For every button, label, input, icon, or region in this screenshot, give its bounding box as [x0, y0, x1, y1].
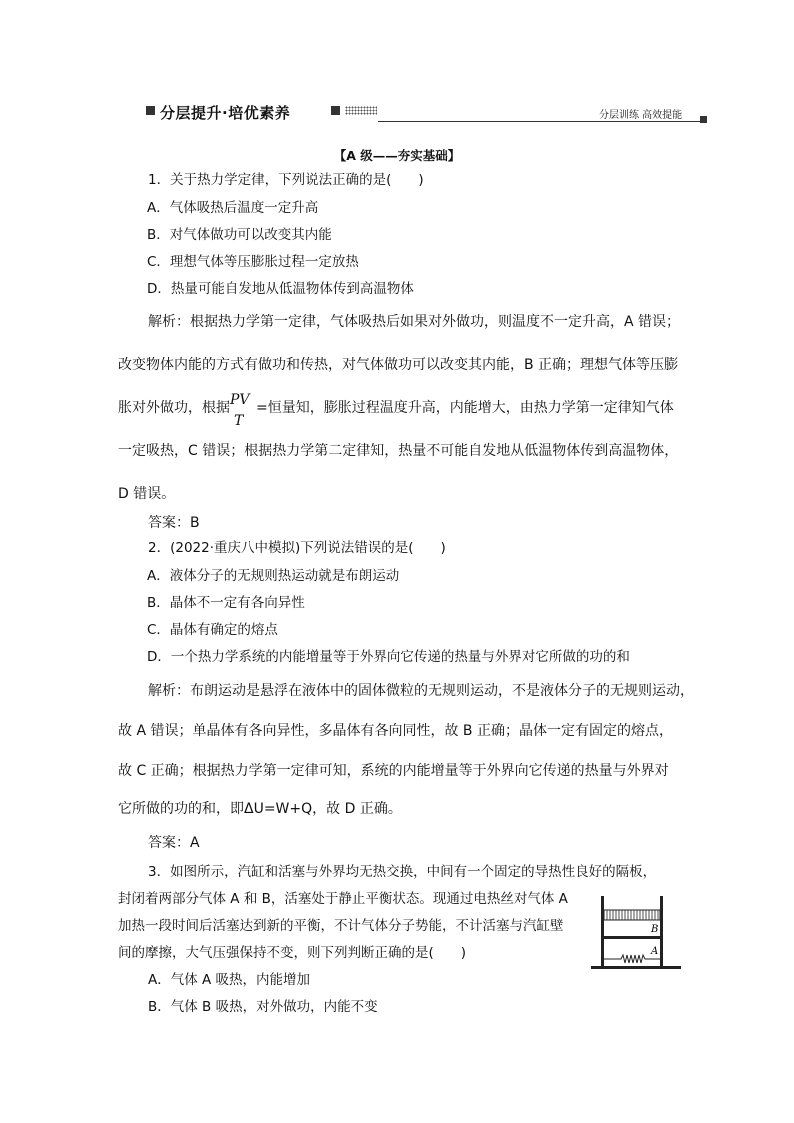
q1-analysis-line2: 改变物体内能的方式有做功和传热，对气体做功可以改变其内能，B 正确；理想气体等压膨	[118, 357, 679, 373]
q1-analysis-line3-a: 胀对外做功，根据	[118, 400, 230, 416]
q2-option-a: A．液体分子的无规则热运动就是布朗运动	[147, 568, 400, 584]
header-square-left	[146, 106, 155, 115]
header-dot-pattern	[345, 106, 377, 115]
q1-option-d: D．热量可能自发地从低温物体传到高温物体	[147, 281, 414, 297]
header-rule	[378, 121, 700, 122]
cylinder-left-wall	[601, 896, 604, 966]
q2-analysis-line2: 故 A 错误；单晶体有各向异性，多晶体有各向同性，故 B 正确；晶体一定有固定的熔点，	[118, 723, 673, 739]
q1-analysis-line4: 一定吸热，C 错误；根据热力学第二定律知，热量不可能自发地从低温物体传到高温物体，	[118, 443, 679, 459]
q1-option-c: C．理想气体等压膨胀过程一定放热	[147, 254, 359, 270]
fraction-denominator: T	[234, 413, 244, 429]
q2-analysis-line4: 它所做的功的和，即ΔU=W+Q，故 D 正确。	[118, 801, 402, 817]
q2-option-d: D．一个热力学系统的内能增量等于外界向它传递的热量与外界对它所做的功的和	[147, 649, 630, 665]
q3-stem-line4: 间的摩擦，大气压强保持不变，则下列判断正确的是( )	[118, 945, 467, 961]
q1-option-b: B．对气体做功可以改变其内能	[147, 227, 332, 243]
q2-option-b: B．晶体不一定有各向异性	[147, 595, 305, 611]
q3-stem-line1: 3．如图所示，汽缸和活塞与外界均无热交换，中间有一个固定的导热性良好的隔板，	[148, 864, 657, 880]
cylinder-base	[591, 966, 681, 969]
fraction-numerator: PV	[230, 392, 250, 408]
header-square-right	[700, 116, 707, 123]
label-gas-a: A	[651, 946, 659, 957]
section-title: 分层提升·培优素养	[160, 104, 291, 122]
header-right-text: 分层训练 高效提能	[599, 110, 683, 121]
q2-analysis-line1: 解析：布朗运动是悬浮在液体中的固体微粒的无规则运动，不是液体分子的无规则运动，	[148, 683, 694, 699]
q3-stem-line3: 加热一段时间后活塞达到新的平衡，不计气体分子势能，不计活塞与汽缸壁	[118, 918, 564, 934]
q2-option-c: C．晶体有确定的熔点	[147, 622, 278, 638]
q1-analysis-line5: D 错误。	[118, 486, 176, 502]
q1-option-a: A．气体吸热后温度一定升高	[147, 200, 319, 216]
partition	[604, 936, 660, 939]
q1-stem: 1．关于热力学定律，下列说法正确的是( )	[148, 172, 424, 188]
cylinder-right-wall	[660, 896, 663, 966]
cylinder-figure	[588, 894, 684, 974]
q1-answer: 答案：B	[148, 515, 200, 531]
q3-option-b: B．气体 B 吸热，对外做功，内能不变	[148, 999, 378, 1015]
header-square-mid	[331, 106, 340, 115]
q1-analysis-line1: 解析：根据热力学第一定律，气体吸热后如果对外做功，则温度不一定升高，A 错误；	[148, 314, 681, 330]
q3-option-a: A．气体 A 吸热，内能增加	[148, 972, 311, 988]
q2-stem: 2．(2022·重庆八中模拟)下列说法错误的是( )	[148, 540, 446, 556]
q3-stem-line2: 封闭着两部分气体 A 和 B，活塞处于静止平衡状态。现通过电热丝对气体 A	[118, 891, 568, 907]
q2-answer: 答案：A	[148, 835, 200, 851]
q1-analysis-line3	[118, 392, 674, 429]
label-gas-b: B	[651, 924, 659, 935]
fraction	[230, 392, 256, 429]
piston	[604, 910, 660, 920]
level-title: 【A 级——夯实基础】	[333, 148, 461, 163]
q2-analysis-line3: 故 C 正确；根据热力学第一定律可知，系统的内能增量等于外界向它传递的热量与外界对	[118, 763, 669, 779]
q1-analysis-line3-b: =恒量知，膨胀过程温度升高，内能增大，由热力学第一定律知气体	[256, 400, 674, 416]
